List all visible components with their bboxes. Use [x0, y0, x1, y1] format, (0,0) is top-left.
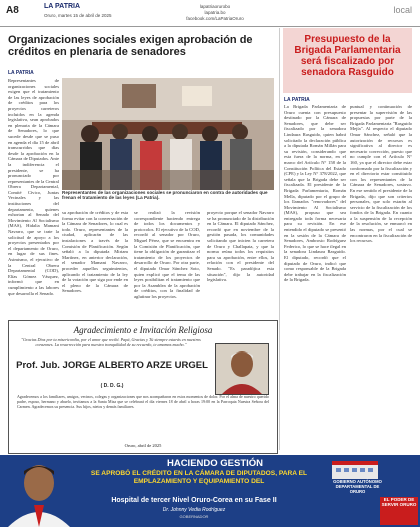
meeting-photo-image: [62, 78, 274, 190]
government-logo: GOBIERNO AUTÓNOMO DEPARTAMENTAL DE ORURO: [333, 479, 382, 494]
main-col-4: [207, 210, 274, 316]
main-source: LA PATRIA: [8, 70, 34, 76]
notice-body: Agradecemos a los familiares, amigos, vecinos, colegas y organizaciones que nos acompañaron en estos momentos de dolor. Por el alma de nuestro querido padre, esposo, hermano y abuelo, invitamos a la Santa Misa que se celebrará el día viernes 18 de abril a horas 19:00 en la Parroquia Nuestra Señora del Carmen. Agradecemos su presencia. Sus hijos, nietos y demás familiares.: [17, 394, 269, 409]
obituary-notice: [8, 320, 278, 454]
ad-role: GOBERNADOR: [179, 514, 209, 519]
social-handle-1: lapatriaorurobo: [199, 4, 231, 9]
social-handles: [185, 4, 245, 22]
side-col-1-text: La Brigada Parlamentaria de Oruro cuenta con presupuesto destinado por la Cámara de Senadores, que debe ser fiscalizado por la senadora Lindaura Rasguido, quien habrá solicitado la declaración pública a la diputada Román Millán para su revisión, considerando que esta fuera de la norma, en el marco del Artículo N° 158 de la Constitución Política del Estado (CPE) y la Ley N° 378/2022, que señala que la Brigada debe ser fiscalizada. El presidente de la Brigada Parlamentaria, Román Mella, diputado por el grupo de los llamados "renovadores" del Movimiento Al Socialismo (MAS), propuso que sea entregado toda forma necesaria para su revisión. En ese entendido el diputado se presentó en la sesión de la Cámara de Senadores, Ambrosio Rodríguez Federico, lo que se hace ilegal en la senadora Lindaura Rasguido. El diputado, recordó que el diputado de Oruro, indicó que como responsable de la Brigada debe trabajar en la fiscalización de la Brigada.: [284, 104, 346, 283]
main-col-1-text: Representantes de organizaciones sociales exigen que el tratamiento de las leyes de aprobación de créditos para los proyectos carreteros incluidos en la agenda legislativa, sean aprobados en plenaria de la Cámara de Senadores, lo que sucede desde que se puso en agenda el día 15 de abril transcurridos que días desde la aprobación en la Cámara de Diputados. Ante la indiferencia el presidente, se ha pronunciado por representantes de la Central Obrera Departamental, Comité Cívico, Juntas Vecinales y las instituciones del departamento, quienes exhortan al Senado del Movimiento Al Socialismo (MAS), Hidalia Mamani Navarro, que se trate la solicitud de apoyo a los proyectos presentados por el departamento de Oruro, en lugar de sus fines. Asimismo, el ejecutivo de la Central Obrera Departamental (COD), Elías Gómez Vásquez, informó que en cumplimiento a las labores que desarrolla el Senado.: [8, 78, 59, 296]
main-col-2-text: su aprobación de créditos y de esta forma evitar con la conversación de la Cámara de Senadores, lo cual es todo. Oruro, representantes de la ciudad, aplicarán de las instalaciones a través de la Comisión de Planificación. Según señaló a la diputada Miriam Martínez, en anterior declaración, el senador Mamani Navarro, proceder aquellos seguimientos, aplicando el tratamiento de la ley de la votación que siga por ende en el pleno de la Cámara de Senadores.: [62, 210, 128, 294]
main-photo: [62, 78, 274, 190]
notice-date: Oruro, abril de 2025: [124, 443, 162, 448]
portrait-image: [216, 344, 268, 394]
social-handle-2: lapatria.bo: [204, 10, 226, 15]
notice-subtitle: ( D. D. G.): [100, 383, 124, 389]
main-col-3: [134, 210, 200, 316]
ad-signature: Dr. Johnny Vedia Rodríguez: [162, 507, 226, 513]
ad-headline: HACIENDO GESTIÓN: [166, 458, 264, 469]
side-col-2: [350, 104, 412, 450]
page-number: A8: [6, 5, 19, 16]
issue-date: Oruro, martes 15 de abril de 2025: [44, 13, 112, 18]
main-col-2: [62, 210, 128, 316]
social-handle-3: facebook.com/LaPatriaOruro: [186, 16, 244, 21]
side-col-2-text: puntual y continuación de presentar la supervisión de las propuestas por parte de la Brigada Parlamentaria "Rasguido Mejía". Al respecto el diputado Omar Sánchez, señaló que la autorización de recursos es significativa al director es necesario corrección, puesto que no cumple con el Artículo N° 160, ya que el director debe estar conformado por la fiscalización y en el directorio estar constituido con los representantes de la Cámara de Senadores, sostuvo. En ese sentido el presidente de la Brigada, dijo que son criterios personales, que solo estarán al servicio de la fiscalización de los fondos de la Brigada. En cuanto a la suspensión de la recepción de la resolución, se enmarcó en las normas, por el cual se encontraron en la fiscalización de los recursos.: [350, 104, 412, 244]
photo-caption: Representantes de las organizaciones sociales se pronunciaron en contra de autoridades que frenan el tratamiento de las leyes (La Patria).: [62, 190, 268, 201]
side-col-1: [284, 104, 346, 450]
notice-quote: "Gracias Dios por tu misericordia, por el amor que recibí. Papá, Gracias y Tú siempre estarás en nuestros corazones. La resurrección para nuestra tranquilidad de su recuerdo, te amamos mucho.": [21, 337, 201, 347]
hospital-building-icon: [330, 457, 380, 479]
portrait-photo: [215, 343, 269, 395]
side-source: LA PATRIA: [284, 97, 310, 103]
governor-photo: [4, 455, 74, 527]
notice-name: Prof. Jub. JORGE ALBERTO ARZE URGEL: [16, 360, 208, 371]
main-headline: Organizaciones sociales exigen aprobación de créditos en plenaria de senadores: [8, 34, 253, 58]
notice-title: Agradecimiento e Invitación Religiosa: [73, 325, 213, 335]
section-label: local: [393, 5, 412, 15]
advertisement-banner: [0, 455, 420, 527]
poder-badge: EL PODER DE SERVIR ORURO: [380, 497, 418, 525]
column-divider: [279, 28, 280, 450]
ad-hospital: Hospital de tercer Nivel Oruro-Corea en su Fase II: [111, 497, 277, 504]
main-col-4-text: proyecto porque el senador Navarro se ha pronunciado de la distribución en la Cámara. El diputado Sánchez, recordó que en noviembre de la gestión pasada, los comunidades solicitando que inicien la carretera de Oruro y Challapata, y que la norma reúna todos los requisitos para su aprobación, entre ellos, la relación con el presidente del Senado. "Es paradójica esta situación", dijo la autoridad legislativa.: [207, 210, 274, 283]
main-col-3-text: se realizó la revisión correspondiente haciendo entrega de todos los documentos y protocolos. El ejecutivo de la COD, recordó al senador por Oruro, Miguel Pérez, que se encuentra en la Comisión de Planificación, que tiene la obligación de garantizar el tratamiento de los proyectos de desarrollo de Oruro. Por otra parte, el diputado Omar Sánchez Soto, quien explicó que el tema de las leyes posibilitan el tratamiento que por la Asamblea de la aprobación de créditos, con la finalidad de aglutinar los proyectos.: [134, 210, 200, 299]
ad-message: SE APROBÓ EL CRÉDITO EN LA CÁMARA DE DIPUTADOS, PARA EL EMPLAZAMIENTO Y EQUIPAMIENTO DEL: [90, 470, 308, 485]
page-header: [0, 0, 420, 27]
side-headline: Presupuesto de la Brigada Parlamentaria será fiscalizado por senadora Rasguido: [294, 34, 401, 78]
main-col-1: [8, 78, 59, 314]
side-headline-box: [283, 28, 412, 93]
newspaper-logo: LA PATRIA: [44, 3, 81, 10]
